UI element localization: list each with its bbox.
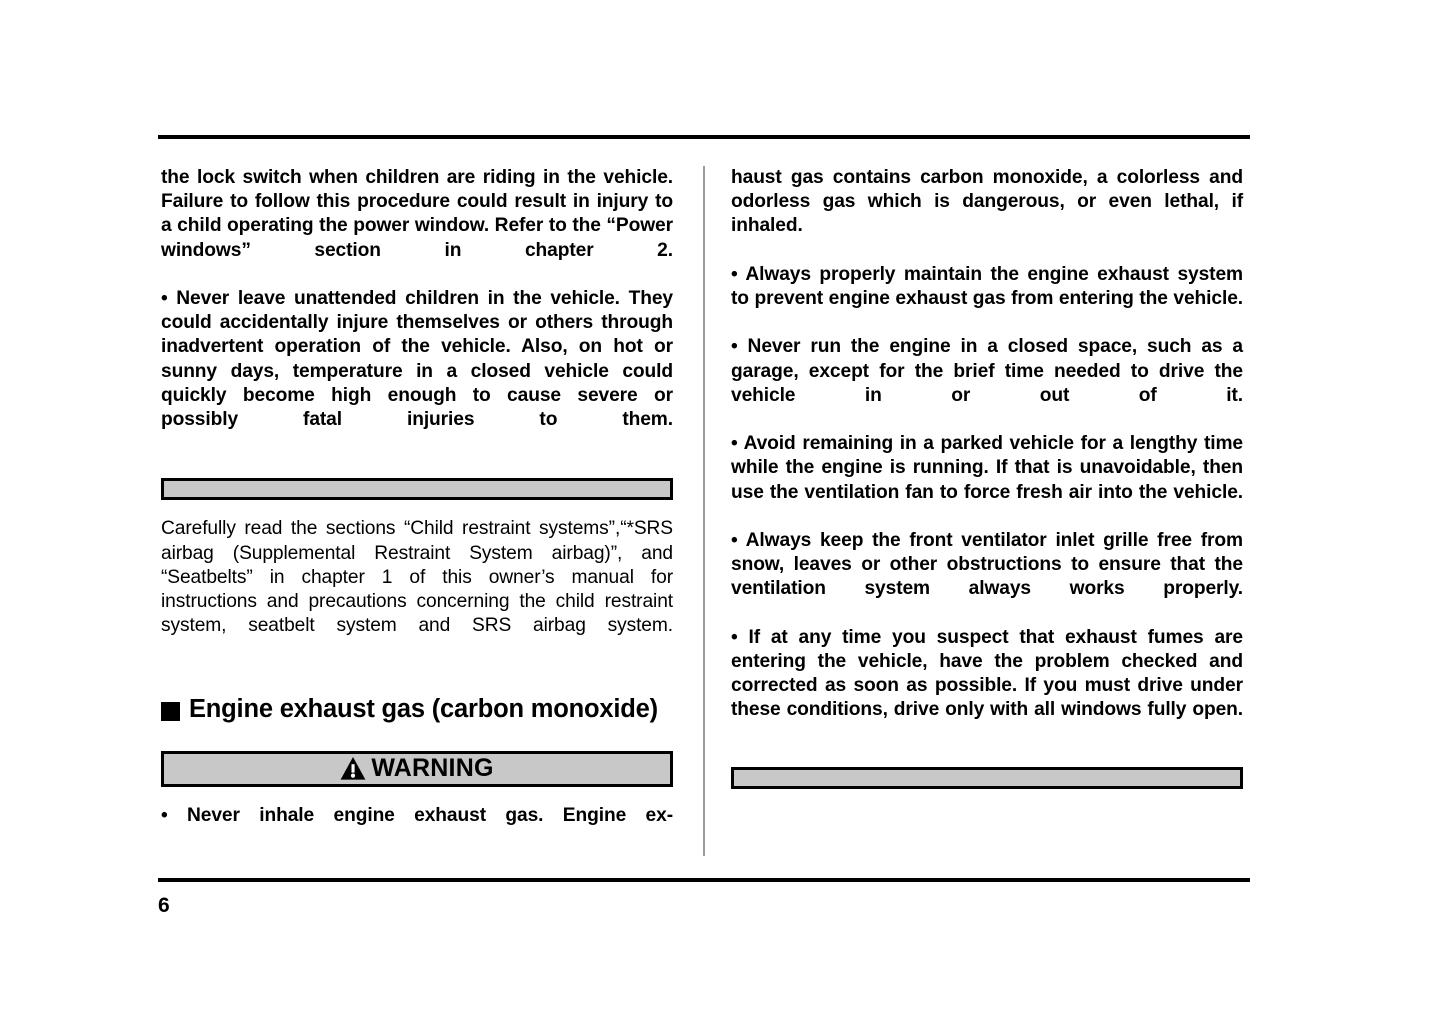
square-bullet-icon xyxy=(161,702,180,721)
right-bullet-maintain-exhaust: • Always properly maintain the engine exhaust system to prevent engine exhaust gas from entering the vehicle. xyxy=(731,263,1243,310)
left-continued-paragraph: the lock switch when children are riding in the vehicle. Failure to follow this procedure could result in injury to a child operating the power window. Refer to the “Power windows” section in chapter 2. xyxy=(161,167,673,261)
page-number: 6 xyxy=(158,894,170,917)
right-column xyxy=(731,166,1243,789)
column-divider xyxy=(703,166,705,856)
warning-label: WARNING xyxy=(371,754,494,783)
right-bullet-exhaust-fumes: • If at any time you suspect that exhaust fumes are entering the vehicle, have the problem checked and corrected as soon as possible. If you must drive under these conditions, drive only with all windows fully open. xyxy=(731,626,1243,721)
left-bullet-never-inhale: • Never inhale engine exhaust gas. Engine ex- xyxy=(161,804,673,826)
section-heading-label: Engine exhaust gas (carbon monoxide) xyxy=(189,694,658,723)
right-continued-paragraph: haust gas contains carbon monoxide, a colorless and odorless gas which is dangerous, or even lethal, if inhaled. xyxy=(731,167,1243,237)
right-bullet-ventilator-grille: • Always keep the front ventilator inlet grille free from snow, leaves or other obstructions to ensure that the ventilation system always works properly. xyxy=(731,530,1243,600)
warning-close-bar-right xyxy=(731,767,1243,789)
warning-header-box xyxy=(161,751,673,787)
right-bullet-closed-space: • Never run the engine in a closed space, such as a garage, except for the brief time needed to drive the vehicle in or out of it. xyxy=(731,336,1243,406)
left-column xyxy=(161,166,673,852)
footer-rule xyxy=(158,878,1250,882)
header-rule xyxy=(158,135,1250,139)
warning-triangle-icon xyxy=(340,756,366,781)
section-heading xyxy=(161,693,673,725)
left-bullet-unattended-children: • Never leave unattended children in the vehicle. They could accidentally injure themselves or others through inadvertent operation of the vehicle. Also, on hot or sunny days, temperature in a closed vehicle could quickly become high enough to cause severe or possibly fatal injuries to them. xyxy=(161,288,673,431)
right-bullet-parked-vehicle: • Avoid remaining in a parked vehicle for a lengthy time while the engine is running. If that is unavoidable, then use the ventilation fan to force fresh air into the vehicle. xyxy=(731,433,1243,503)
warning-close-bar-left xyxy=(161,478,673,500)
note-paragraph: Carefully read the sections “Child restraint systems”,“*SRS airbag (Supplemental Restraint System airbag)”, and “Seatbelts” in chapter 1 of this owner’s manual for instructions and precautions concerning the child restraint system, seatbelt system and SRS airbag system. xyxy=(161,518,673,637)
